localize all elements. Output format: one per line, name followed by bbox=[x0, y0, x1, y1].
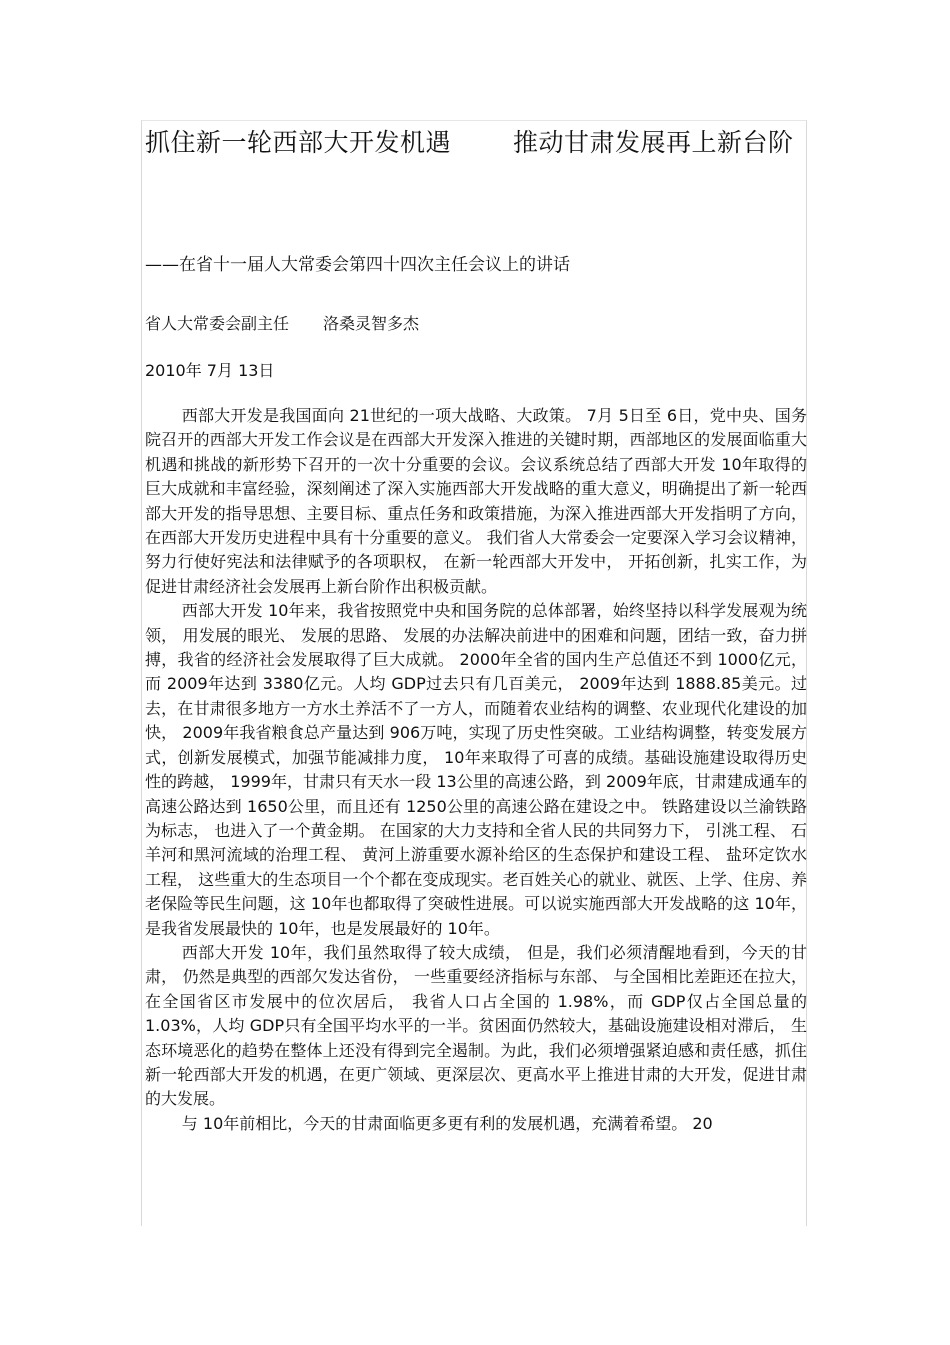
document-subtitle: ——在省十一届人大常委会第四十四次主任会议上的讲话 bbox=[145, 255, 570, 275]
document-title bbox=[145, 118, 795, 168]
document-body bbox=[145, 404, 807, 1136]
title-part-2: 推动甘肃发展再上新台阶 bbox=[513, 128, 794, 157]
paragraph-1: 西部大开发是我国面向 21世纪的一项大战略、大政策。 7月 5日至 6日，党中央、国务院召开的西部大开发工作会议是在西部大开发深入推进的关键时期，西部地区的发展面临重大机遇和挑战的新形势下召开的一次十分重要的会议。会议系统总结了西部大开发 10年取得的巨大成就和丰富经验，深刻阐述了深入实施西部大开发战略的重大意义，明确提出了新一轮西部大开发的指导思想、主要目标、重点任务和政策措施，为深入推进西部大开发指明了方向，在西部大开发历史进程中具有十分重要的意义。 我们省人大常委会一定要深入学习会议精神，努力行使好宪法和法律赋予的各项职权， 在新一轮西部大开发中， 开拓创新，扎实工作，为促进甘肃经济社会发展再上新台阶作出积极贡献。 bbox=[145, 406, 807, 596]
author-line bbox=[145, 312, 419, 336]
paragraph-4: 与 10年前相比，今天的甘肃面临更多更有利的发展机遇，充满着希望。 20 bbox=[181, 1113, 713, 1133]
author-position: 省人大常委会副主任 bbox=[145, 314, 290, 333]
paragraph-3: 西部大开发 10年，我们虽然取得了较大成绩， 但是，我们必须清醒地看到，今天的甘肃， 仍然是典型的西部欠发达省份， 一些重要经济指标与东部、 与全国相比差距还在拉大， 在全国省区市发展中的位次居后， 我省人口占全国的 1.98%，而 GDP仅占全国总量的 1.03%，人均 GDP只有全国平均水平的一半。贫困面仍然较大，基础设施建设相对滞后， 生态环境恶化的趋势在整体上还没有得到完全遏制。为此，我们必须增强紧迫感和责任感，抓住新一轮西部大开发的机遇，在更广领域、更深层次、更高水平上推进甘肃的大开发，促进甘肃的大发展。 bbox=[145, 942, 807, 1109]
paragraph-2: 西部大开发 10年来，我省按照党中央和国务院的总体部署，始终坚持以科学发展观为统领， 用发展的眼光、 发展的思路、 发展的办法解决前进中的困难和问题，团结一致，奋力拼搏，我省的经济社会发展取得了巨大成就。 2000年全省的国内生产总值还不到 1000亿元，而 2009年达到 3380亿元。人均 GDP过去只有几百美元， 2009年达到 1888.85美元。过去，在甘肃很多地方一方水土养活不了一方人，而随着农业结构的调整、农业现代化建设的加快， 2009年我省粮食总产量达到 906万吨，实现了历史性突破。工业结构调整，转变发展方式，创新发展模式，加强节能减排力度， 10年来取得了可喜的成绩。基础设施建设取得历史性的跨越， 1999年，甘肃只有天水一段 13公里的高速公路，到 2009年底，甘肃建成通车的高速公路达到 1650公里，而且还有 1250公里的高速公路在建设之中。 铁路建设以兰渝铁路为标志， 也进入了一个黄金期。 在国家的大力支持和全省人民的共同努力下， 引洮工程、 石羊河和黑河流域的治理工程、 黄河上游重要水源补给区的生态保护和建设工程、 盐环定饮水工程， 这些重大的生态项目一个个都在变成现实。老百姓关心的就业、就医、上学、住房、养老保险等民生问题，这 10年也都取得了突破性进展。可以说实施西部大开发战略的这 10年，是我省发展最快的 10年，也是发展最好的 10年。 bbox=[145, 601, 807, 938]
document-date: 2010年 7月 13日 bbox=[145, 361, 275, 380]
title-part-1: 抓住新一轮西部大开发机遇 bbox=[145, 128, 452, 157]
author-name: 洛桑灵智多杰 bbox=[323, 314, 420, 333]
